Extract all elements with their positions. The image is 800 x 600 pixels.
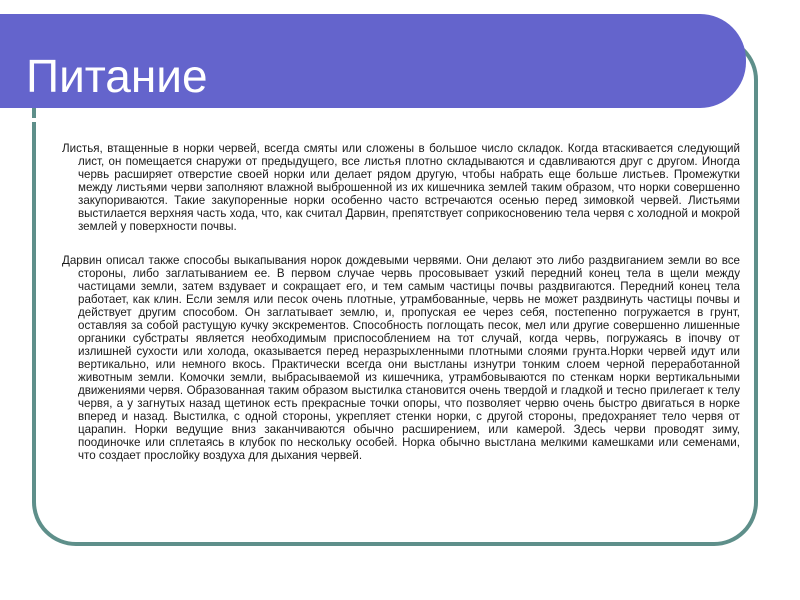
- title-underline: [0, 118, 708, 122]
- paragraph-burrowing: Дарвин описал также способы выкапывания норок дождевыми червями. Они делают это либо раздвиганием земли во все стороны, либо заглатыванием ее. В первом случае червь просовывает узкий передний конец тела в щели между частицами земли, затем вздувает и сокращает его, и тем самым частицы почвы раздвигаются. Передний конец тела работает, как клин. Если земля или песок очень плотные, утрамбованные, червь не может раздвинуть частицы почвы и действует другим способом. Он заглатывает землю, и, пропуская ее через себя, постепенно погружается в грунт, оставляя за собой растущую кучку экскрементов. Способность поглощать песок, мел или другие совершенно лишенные органики субстраты является необходимым приспособлением на тот случай, когда червь, погружаясь в iпочву от излишней сухости или холода, оказывается перед неразрыхленными плотными слоями грунта.Норки червей идут или вертикально, или немного вкось. Практически всегда они выстланы изнутри тонким слоем черной переработанной животным земли. Комочки земли, выбрасываемой из кишечника, утрамбовываются по стенкам норки вертикальными движениями червя. Образованная таким образом выстилка становится очень твердой и гладкой и тесно прилегает к телу червя, а у загнутых назад щетинок есть прекрасные точки опоры, что позволяет червю очень быстро двигаться в норке вперед и назад. Выстилка, с одной стороны, укрепляет стенки норки, с другой стороны, предохраняет тело червя от царапин. Норки ведущие вниз заканчиваются обычно расширением, или камерой. Здесь черви проводят зиму, поодиночке или сплетаясь в клубок по нескольку особей. Норка обычно выстлана мелкими камешками или семенами, что создает прослойку воздуха для дыхания червей.: [62, 254, 740, 462]
- slide-title: Питание: [26, 50, 208, 102]
- paragraph-leaves: Листья, втащенные в норки червей, всегда смяты или сложены в большое число складок. Когда втаскивается следующий лист, он помещается снаружи от предыдущего, все листья плотно складываются и сдавливаются друг с другом. Иногда червь расширяет отверстие своей норки или делает рядом другую, чтобы набрать еще больше листьев. Промежутки между листьями черви заполняют влажной выброшенной из их кишечника землей таким образом, что норки совершенно закупориваются. Такие закупоренные норки особенно часто встречаются осенью перед зимовкой червей. Листьями выстилается верхняя часть хода, что, как считал Дарвин, препятствует соприкосновению тела червя с холодной и мокрой землей у поверхности почвы.: [62, 142, 740, 233]
- title-bar: [0, 14, 746, 108]
- slide-body: [62, 142, 740, 483]
